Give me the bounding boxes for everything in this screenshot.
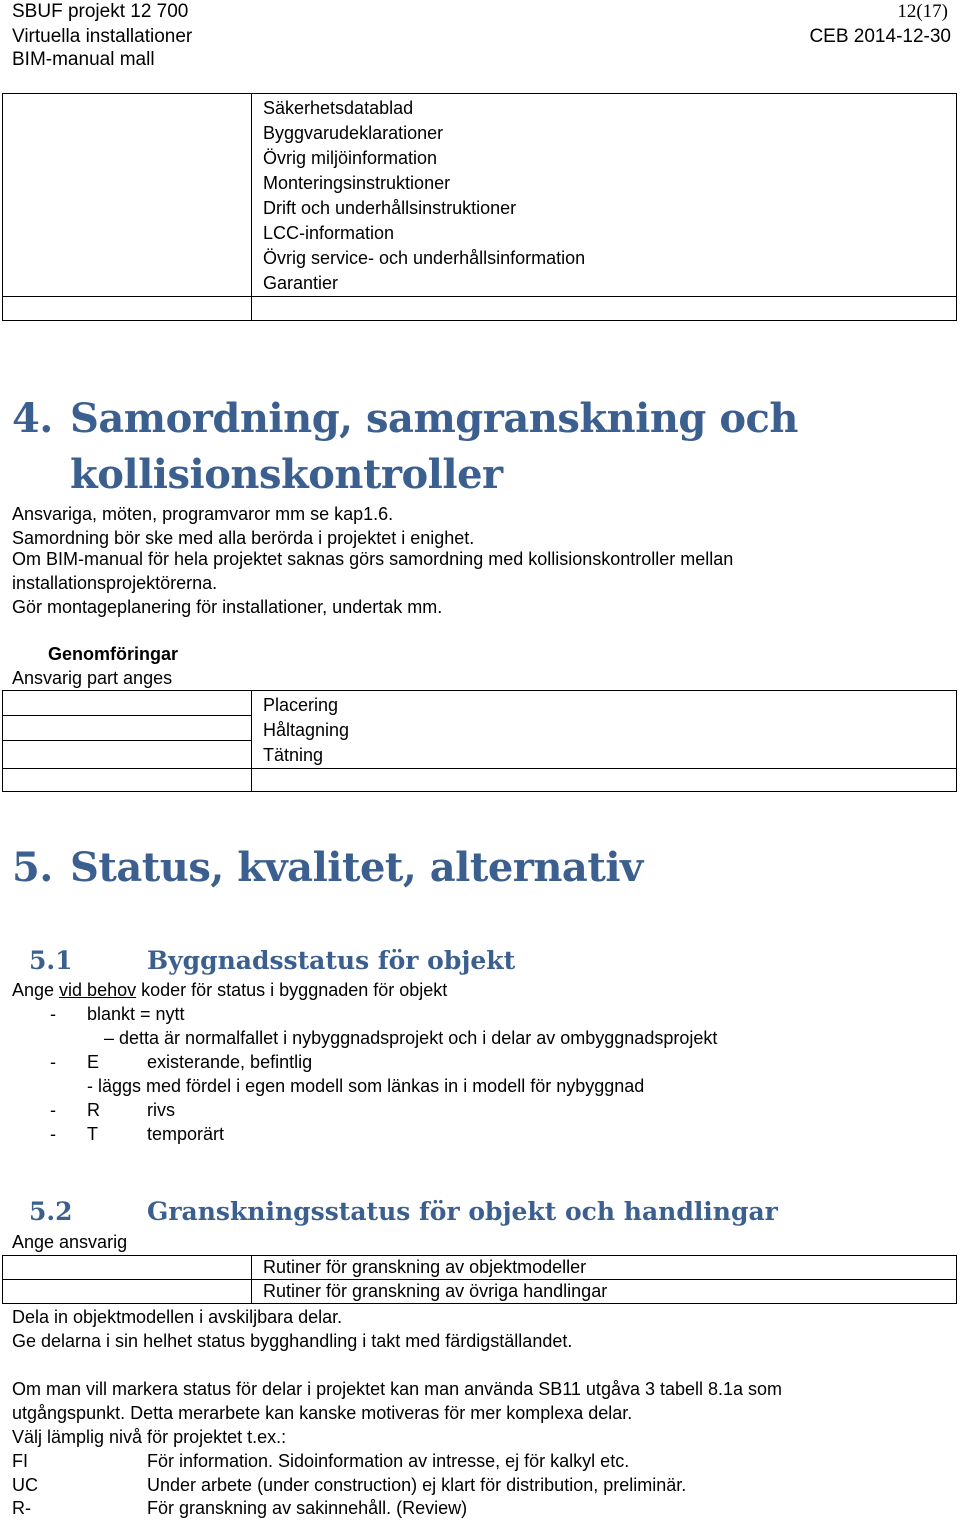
section-5-1-intro: Ange vid behov koder för status i byggnaden för objekt xyxy=(12,980,448,1000)
list-item: Drift och underhållsinstruktioner xyxy=(263,198,517,218)
responsible-label: Ansvarig part anges xyxy=(12,668,173,688)
section-5-2-paragraph: Välj lämplig nivå för projektet t.ex.: xyxy=(12,1427,287,1447)
list-item: LCC-information xyxy=(263,223,395,243)
list-item: Säkerhetsdatablad xyxy=(263,98,414,118)
section-4-number: 4. xyxy=(12,395,53,442)
section-4-title-line1: Samordning, samgranskning och xyxy=(70,395,798,442)
subheading-genomforingar: Genomföringar xyxy=(48,644,179,664)
section-4-paragraph: Gör montageplanering för installationer, undertak mm. xyxy=(12,597,443,617)
section-5-2-title: Granskningsstatus för objekt och handlingar xyxy=(147,1197,778,1226)
section-5-2-paragraph: Dela in objektmodellen i avskiljbara delar. xyxy=(12,1307,343,1327)
status-blank-note: – detta är normalfallet i nybyggnadsprojekt och i delar av ombyggnadsprojekt xyxy=(104,1028,718,1048)
table-row-label: Rutiner för granskning av övriga handlingar xyxy=(252,1280,957,1304)
table-cell-empty xyxy=(252,769,957,792)
table-cell-empty xyxy=(3,1256,252,1280)
section-5-2-paragraph: Ge delarna i sin helhet status bygghandling i takt med färdigställandet. xyxy=(12,1331,573,1351)
list-item: Garantier xyxy=(263,273,339,293)
table-cell-empty xyxy=(3,297,252,321)
section-5-2-paragraph: utgångspunkt. Detta merarbete kan kanske motiveras för mer komplexa delar. xyxy=(12,1403,633,1423)
list-dash: - xyxy=(50,1004,56,1024)
review-code: UC xyxy=(12,1475,38,1495)
status-code: E xyxy=(87,1052,100,1072)
status-desc: temporärt xyxy=(147,1124,225,1144)
section-5-1-number: 5.1 xyxy=(29,946,73,975)
section-5-number: 5. xyxy=(12,844,53,891)
review-code: FI xyxy=(12,1451,28,1471)
header-doc: BIM-manual mall xyxy=(12,49,155,70)
status-desc: existerande, befintlig xyxy=(147,1052,313,1072)
list-item: Placering xyxy=(263,695,339,715)
table-cell-empty xyxy=(3,1280,252,1304)
review-routines-table xyxy=(2,1255,957,1304)
responsible-label: Ange ansvarig xyxy=(12,1232,128,1252)
review-code: R- xyxy=(12,1498,31,1518)
document-info-table xyxy=(2,93,957,321)
section-5-title: Status, kvalitet, alternativ xyxy=(70,844,643,891)
header-date: CEB 2014-12-30 xyxy=(809,26,951,47)
section-4-paragraph: installationsprojektörerna. xyxy=(12,573,218,593)
review-code-desc: För information. Sidoinformation av intresse, ej för kalkyl etc. xyxy=(147,1451,630,1471)
list-item: Övrig service- och underhållsinformation xyxy=(263,248,586,268)
list-dash: - xyxy=(50,1100,56,1120)
table-row-label: Rutiner för granskning av objektmodeller xyxy=(252,1256,957,1280)
review-code-desc: För granskning av sakinnehåll. (Review) xyxy=(147,1498,468,1518)
table-cell-empty xyxy=(3,94,252,297)
list-dash: - xyxy=(50,1052,56,1072)
list-item: Håltagning xyxy=(263,720,350,740)
list-dash: - xyxy=(50,1124,56,1144)
table-cell-empty xyxy=(3,769,252,792)
list-item: Tätning xyxy=(263,745,324,765)
status-desc: rivs xyxy=(147,1100,175,1120)
status-code: R xyxy=(87,1100,100,1120)
header-page-number: 12(17) xyxy=(897,1,948,22)
header-subtitle: Virtuella installationer xyxy=(12,26,193,47)
status-e-note: - läggs med fördel i egen modell som länkas in i modell för nybyggnad xyxy=(87,1076,645,1096)
list-item: Övrig miljöinformation xyxy=(263,148,438,168)
list-item: Monteringsinstruktioner xyxy=(263,173,451,193)
table-cell-items xyxy=(252,691,957,769)
header-project: SBUF projekt 12 700 xyxy=(12,1,189,22)
list-item: Byggvarudeklarationer xyxy=(263,123,444,143)
section-4-title-line2: kollisionskontroller xyxy=(70,451,503,498)
section-4-paragraph: Samordning bör ske med alla berörda i projektet i enighet. xyxy=(12,528,475,548)
section-4-paragraph: Ansvariga, möten, programvaror mm se kap1.6. xyxy=(12,504,394,524)
genomforingar-table xyxy=(2,690,957,792)
section-5-2-number: 5.2 xyxy=(29,1197,73,1226)
status-blank: blankt = nytt xyxy=(87,1004,185,1024)
section-5-1-title: Byggnadsstatus för objekt xyxy=(147,946,516,975)
table-cell-empty xyxy=(3,691,252,769)
review-code-desc: Under arbete (under construction) ej klart för distribution, preliminär. xyxy=(147,1475,687,1495)
section-5-2-paragraph: Om man vill markera status för delar i projektet kan man använda SB11 utgåva 3 tabell 8.1a som xyxy=(12,1379,783,1399)
status-code: T xyxy=(87,1124,98,1144)
table-cell-empty xyxy=(252,297,957,321)
table-cell-items xyxy=(252,94,957,297)
section-4-paragraph: Om BIM-manual för hela projektet saknas görs samordning med kollisionskontroller mellan xyxy=(12,549,734,569)
